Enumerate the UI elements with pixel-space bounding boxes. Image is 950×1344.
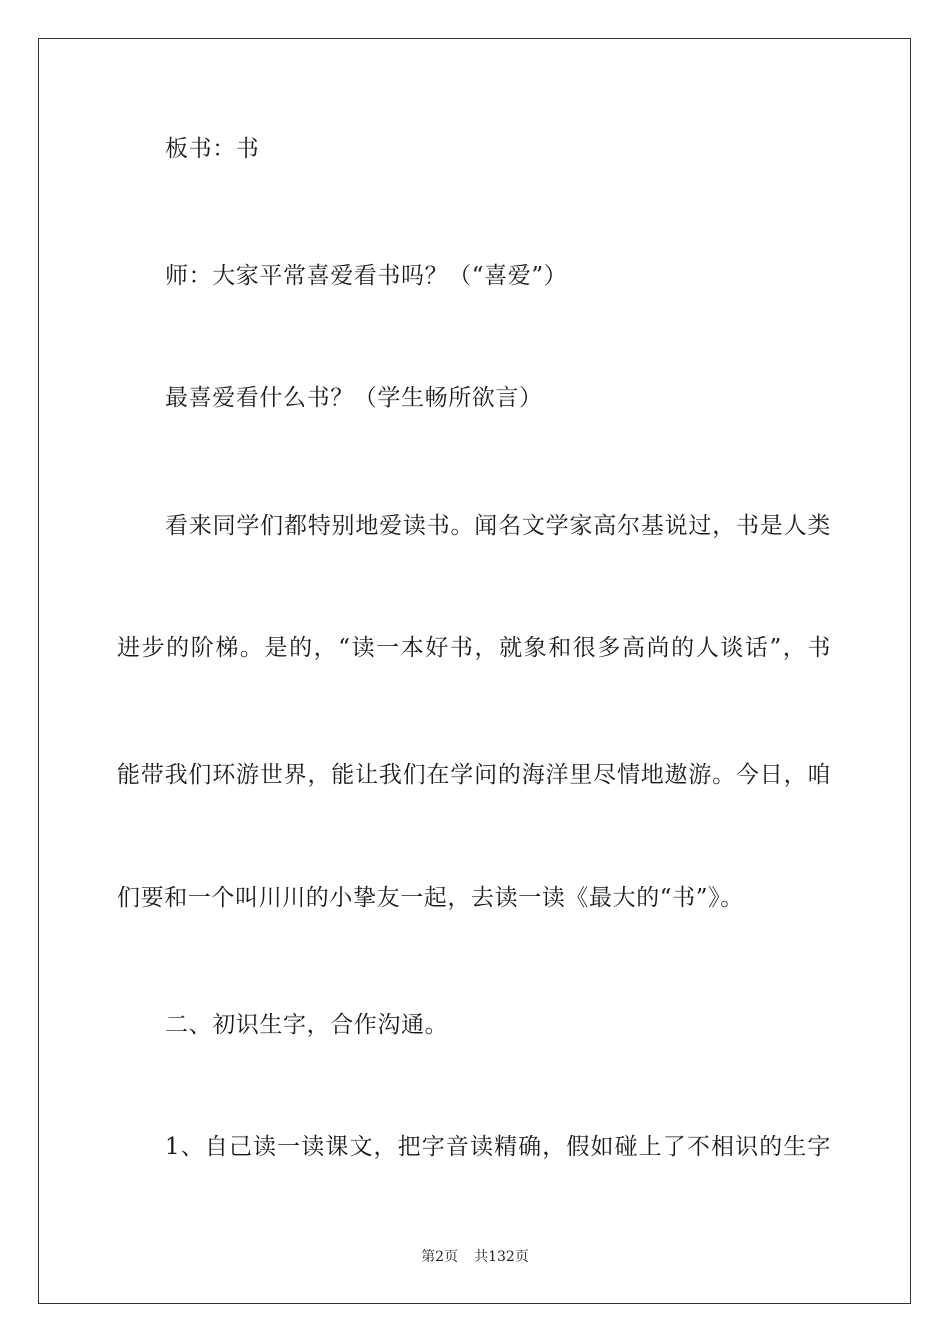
text-line-3: 最喜爱看什么书？（学生畅所欲言） [165, 385, 543, 411]
page-border [38, 38, 911, 1304]
page-number: 第2页 [421, 1249, 459, 1265]
text-line-4: 看来同学们都特别地爱读书。闻名文学家高尔基说过，书是人类 [165, 513, 831, 539]
text-line-2: 师：大家平常喜爱看书吗？（“喜爱”） [165, 263, 568, 289]
text-line-9: 1、自己读一读课文，把字音读精确，假如碰上了不相识的生字 [165, 1134, 831, 1160]
text-line-6: 能带我们环游世界，能让我们在学问的海洋里尽情地遨游。今日，咱 [117, 762, 831, 788]
page-total: 共132页 [474, 1249, 529, 1265]
text-line-8: 二、初识生字，合作沟通。 [165, 1012, 449, 1038]
text-line-5: 进步的阶梯。是的，“读一本好书，就象和很多高尚的人谈话”，书 [117, 635, 831, 661]
text-line-1: 板书：书 [165, 136, 260, 162]
page-footer [0, 1248, 950, 1266]
text-line-7: 们要和一个叫川川的小挚友一起，去读一读《最大的“书”》。 [117, 885, 744, 911]
